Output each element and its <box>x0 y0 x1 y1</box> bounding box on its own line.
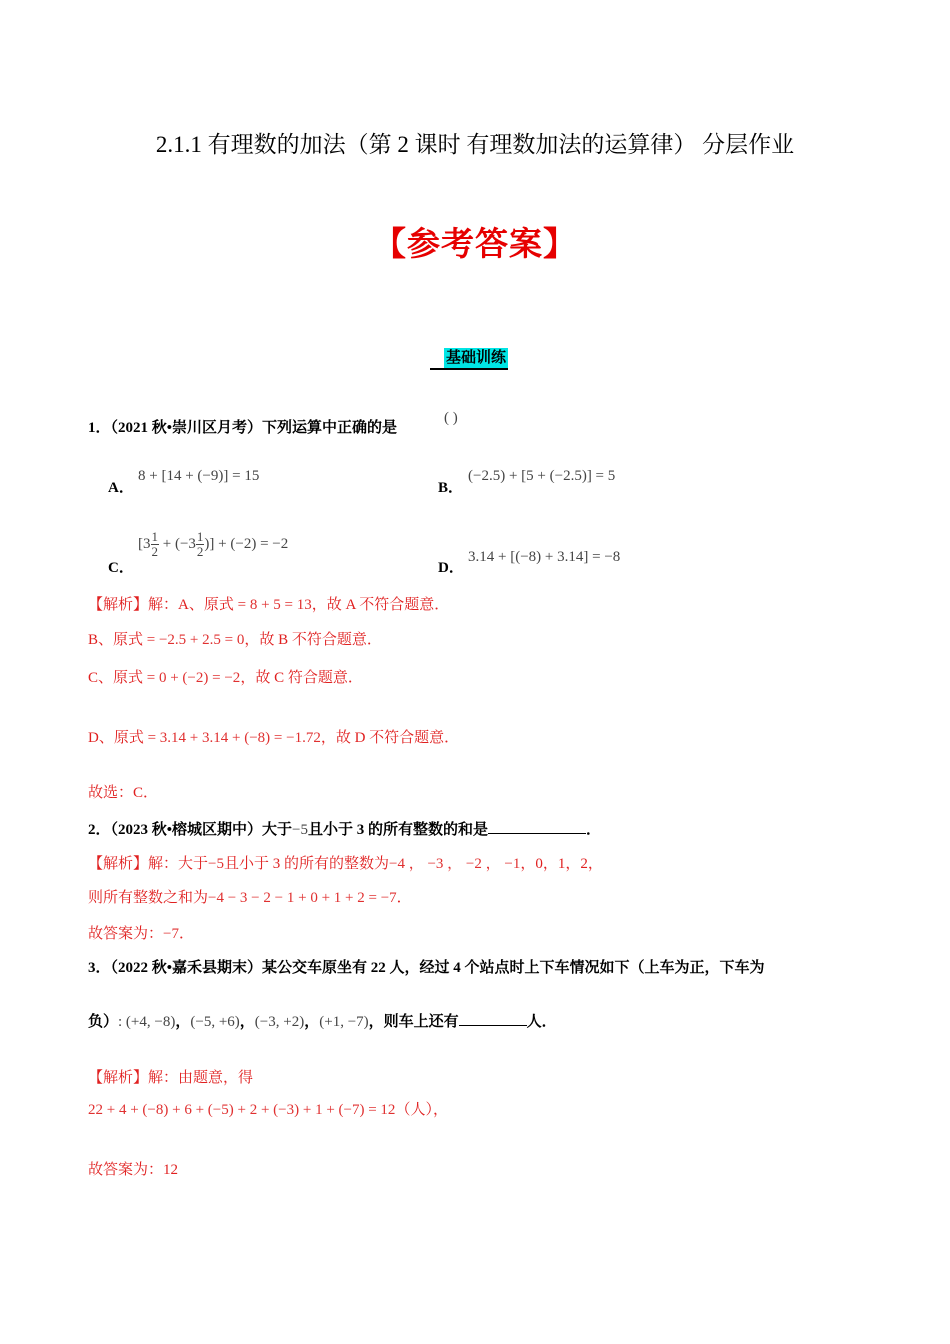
q1-c-fraction-1 <box>151 530 160 559</box>
q2-analysis-1-pre: 解：大于 <box>148 856 209 872</box>
q3-answer-blank <box>459 1011 527 1026</box>
q1-analysis-d-pre: D、原式 <box>88 730 144 746</box>
q1-analysis-c-pre: C、原式 <box>88 670 144 686</box>
question-1 <box>88 416 397 437</box>
q3-analysis-1: 解：由题意，得 <box>148 1070 254 1086</box>
q1-c-frac1-num: 1 <box>151 529 158 544</box>
q2-answer-blank <box>488 819 586 834</box>
q3-stem-1: 某公交车原坐有 22 人，经过 4 个站点时上下车情况如下（上车为正，下车为 <box>262 960 765 976</box>
question-3-line-2 <box>88 1010 557 1031</box>
q2-analysis-2-math: −4 − 3 − 2 − 1 + 0 + 1 + 2 = −7 <box>208 890 397 906</box>
q3-number: 3． <box>88 960 111 976</box>
q1-option-d-label: D． <box>438 560 464 576</box>
q3-stem2-comma2: ， <box>239 1014 255 1030</box>
section-heading <box>430 348 508 370</box>
q1-option-d-expr: 3.14 + [(−8) + 3.14] = −8 <box>468 549 621 565</box>
q1-c-frac1-den: 2 <box>151 544 158 559</box>
q1-c-expr-mid: + (−3 <box>159 535 196 552</box>
question-2 <box>88 818 601 839</box>
q3-stem2-comma3: ， <box>304 1014 320 1030</box>
q1-c-expr-post: )] + (−2) = −2 <box>204 535 289 552</box>
q3-conclusion: 故答案为：12 <box>88 1162 179 1178</box>
q2-analysis-1-vals: −4 ， −3 ， −2 ， −1 <box>389 856 521 872</box>
q1-analysis-tag: 【解析】 <box>88 597 149 613</box>
q1-c-frac2-den: 2 <box>196 544 204 559</box>
q2-analysis-1-post: ，0，1，2， <box>520 856 603 872</box>
section-label: 基础训练 <box>444 348 508 370</box>
q1-analysis-line-c <box>88 666 363 687</box>
q1-analysis-b-math: = −2.5 + 2.5 = 0 <box>143 632 245 648</box>
q1-analysis-line-d <box>88 726 459 747</box>
q2-analysis-3-post: ． <box>178 926 194 942</box>
q1-option-c-expr <box>138 530 288 559</box>
q1-analysis-a-math: = 8 + 5 = 13 <box>233 597 312 613</box>
q1-analysis-d-math: = 3.14 + 3.14 + (−8) = −1.72 <box>143 730 321 746</box>
q1-number: 1． <box>88 420 111 436</box>
q2-stem-pre: 大于 <box>262 822 293 838</box>
q2-stem-post: 且小于 3 的所有整数的和是 <box>308 822 489 838</box>
q3-stem2-math2: (−5, +6) <box>190 1014 240 1030</box>
q1-analysis-a-post: ，故 A 不符合题意． <box>311 597 450 613</box>
q1-source: （2021 秋•崇川区月考） <box>110 420 263 436</box>
q2-analysis-2-post: ． <box>396 890 412 906</box>
q2-analysis-2-pre: 则所有整数之和为 <box>88 890 209 906</box>
q3-analysis-2-math: 22 + 4 + (−8) + 6 + (−5) + 2 + (−3) + 1 + (−7) = 12 <box>88 1102 396 1118</box>
q1-analysis-c-post: ，故 C 符合题意． <box>240 670 363 686</box>
q1-option-a-label: A． <box>108 480 134 496</box>
q3-stem2-pre: 负） <box>88 1014 119 1030</box>
q1-analysis-line-a <box>88 593 449 614</box>
page-title: 2.1.1 有理数的加法（第 2 课时 有理数加法的运算律） 分层作业 <box>155 132 795 157</box>
q1-option-b-expr: (−2.5) + [5 + (−2.5)] = 5 <box>468 468 616 484</box>
q1-analysis-b-post: ，故 B 不符合题意． <box>244 632 382 648</box>
q1-analysis-b-pre: B、原式 <box>88 632 144 648</box>
q1-analysis-c-math: = 0 + (−2) = −2 <box>143 670 241 686</box>
section-underline <box>430 348 444 370</box>
q1-answer-paren: ( ) <box>444 410 458 426</box>
question-3 <box>88 956 765 977</box>
q1-conclusion: 故选：C． <box>88 785 159 801</box>
q3-source: （2022 秋•嘉禾县期末） <box>110 960 263 976</box>
q1-analysis-d-post: ，故 D 不符合题意． <box>320 730 460 746</box>
q2-stem-end: ． <box>586 822 602 838</box>
q3-stem2-post: ，则车上还有 <box>368 1014 459 1030</box>
q1-c-expr-pre: [3 <box>138 535 151 552</box>
q1-option-b-label: B． <box>438 480 464 496</box>
q1-c-frac2-num: 1 <box>196 529 204 544</box>
q2-source: （2023 秋•榕城区期中） <box>110 822 263 838</box>
q1-option-a-expr: 8 + [14 + (−9)] = 15 <box>138 468 260 484</box>
answer-heading: 【参考答案】 <box>373 227 577 263</box>
q3-analysis-tag: 【解析】 <box>88 1070 149 1086</box>
q1-analysis-a-pre: 解：A、原式 <box>148 597 234 613</box>
q2-analysis-1-mid: 且小于 3 的所有的整数为 <box>224 856 390 872</box>
q3-analysis-line-2 <box>88 1098 448 1119</box>
q3-analysis-line-1 <box>88 1066 253 1087</box>
q2-number: 2． <box>88 822 111 838</box>
q2-analysis-3-math: −7 <box>163 926 179 942</box>
q3-stem2-math3: (−3, +2) <box>254 1014 305 1030</box>
q2-analysis-tag: 【解析】 <box>88 856 149 872</box>
q3-stem2-end: 人． <box>526 1014 557 1030</box>
q1-stem: 下列运算中正确的是 <box>262 420 398 436</box>
q2-analysis-line-3 <box>88 922 194 943</box>
q2-stem-math: −5 <box>292 822 309 838</box>
q3-analysis-2-post: （人）， <box>395 1102 448 1118</box>
q2-analysis-line-2 <box>88 886 412 907</box>
q1-option-c-label: C． <box>108 560 134 576</box>
q3-stem2-math4: (+1, −7) <box>319 1014 369 1030</box>
q2-analysis-1-math: −5 <box>208 856 224 872</box>
q2-analysis-3-pre: 故答案为： <box>88 926 164 942</box>
q3-stem2-math1: : (+4, −8) <box>118 1014 176 1030</box>
q2-analysis-line-1 <box>88 852 603 873</box>
q3-stem2-comma1: ， <box>175 1014 191 1030</box>
q1-analysis-line-b <box>88 628 382 649</box>
